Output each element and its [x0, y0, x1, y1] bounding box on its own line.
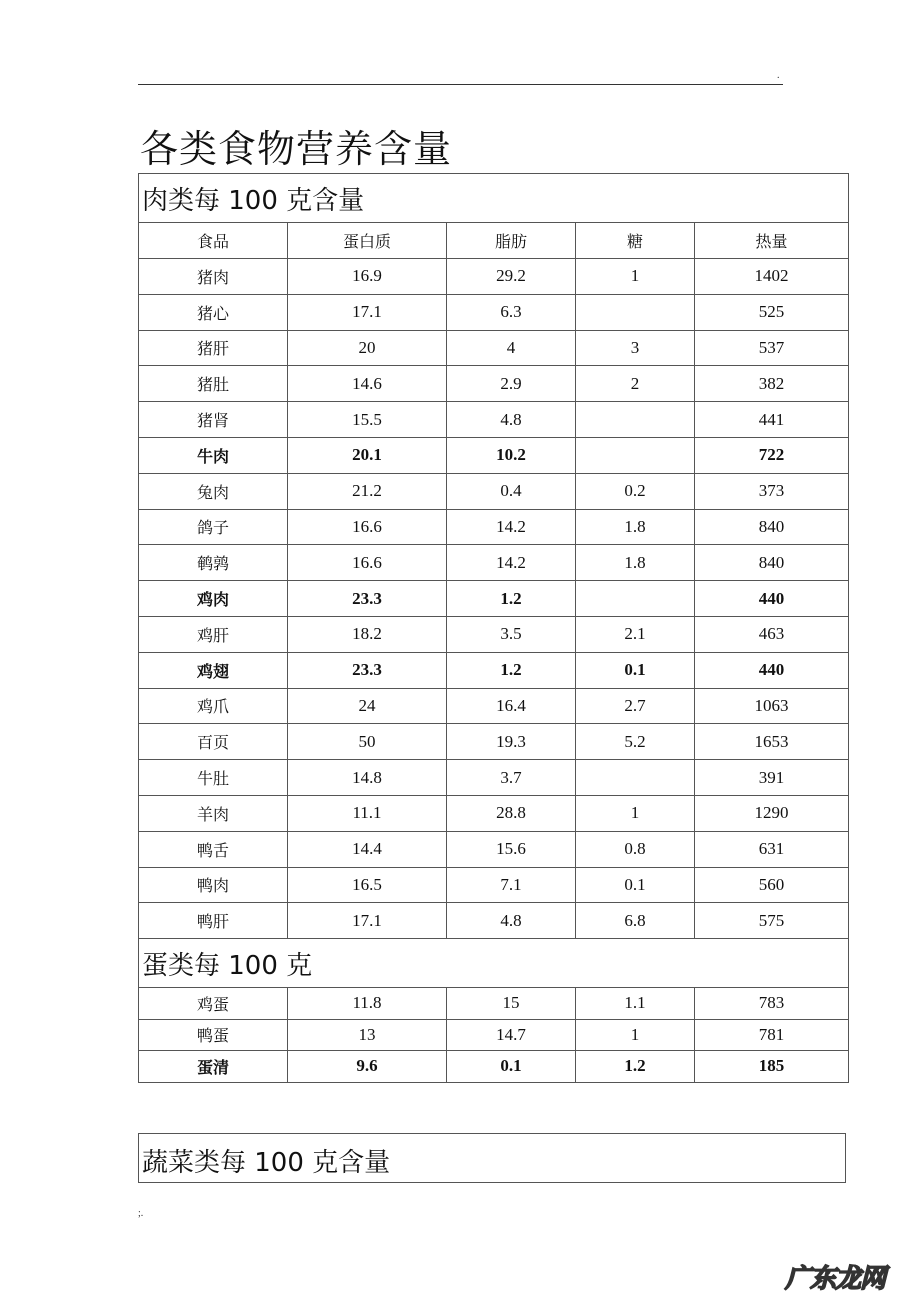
table-row: [139, 437, 849, 473]
table-row: [139, 366, 849, 402]
food-name: 牛肉: [139, 437, 288, 473]
food-name: 猪肉: [139, 259, 288, 295]
calories-value: 382: [695, 366, 849, 402]
table-row: [139, 988, 849, 1020]
fat-value: 1.2: [447, 652, 576, 688]
table-row: [139, 509, 849, 545]
protein-value: 14.8: [288, 760, 447, 796]
sugar-value: 1.8: [576, 509, 695, 545]
fat-value: 28.8: [447, 795, 576, 831]
column-header: 热量: [695, 223, 849, 259]
header-mark: .: [777, 70, 780, 81]
sugar-value: 0.1: [576, 867, 695, 903]
fat-value: 0.4: [447, 473, 576, 509]
food-name: 鸭舌: [139, 831, 288, 867]
protein-value: 11.8: [288, 988, 447, 1020]
sugar-value: 3: [576, 330, 695, 366]
fat-value: 16.4: [447, 688, 576, 724]
food-name: 鸡肝: [139, 616, 288, 652]
calories-value: 440: [695, 652, 849, 688]
protein-value: 15.5: [288, 402, 447, 438]
food-name: 猪心: [139, 294, 288, 330]
sugar-value: 0.8: [576, 831, 695, 867]
meat-section-header-label: 肉类每 100 克含量: [139, 174, 849, 223]
watermark-logo: 广东龙网: [785, 1264, 886, 1294]
protein-value: 14.6: [288, 366, 447, 402]
food-name: 鹌鹑: [139, 545, 288, 581]
table-row: [139, 581, 849, 617]
table-row: [139, 330, 849, 366]
calories-value: 840: [695, 509, 849, 545]
food-name: 鸡翅: [139, 652, 288, 688]
food-name: 蛋清: [139, 1051, 288, 1083]
vegetable-section-label: 蔬菜类每 100 克含量: [142, 1148, 391, 1178]
protein-value: 18.2: [288, 616, 447, 652]
sugar-value: 1.8: [576, 545, 695, 581]
sugar-value: 6.8: [576, 903, 695, 939]
food-name: 鸡蛋: [139, 988, 288, 1020]
header-rule: [138, 84, 783, 85]
protein-value: 14.4: [288, 831, 447, 867]
sugar-value: [576, 402, 695, 438]
vegetable-section-box: [138, 1133, 846, 1183]
food-name: 鸭肝: [139, 903, 288, 939]
table-row: [139, 867, 849, 903]
protein-value: 9.6: [288, 1051, 447, 1083]
protein-value: 21.2: [288, 473, 447, 509]
calories-value: 1063: [695, 688, 849, 724]
egg-section-header: [139, 939, 849, 988]
column-header: 脂肪: [447, 223, 576, 259]
table-row: [139, 473, 849, 509]
fat-value: 14.2: [447, 509, 576, 545]
protein-value: 20: [288, 330, 447, 366]
fat-value: 3.7: [447, 760, 576, 796]
fat-value: 15: [447, 988, 576, 1020]
calories-value: 1402: [695, 259, 849, 295]
food-name: 鸡爪: [139, 688, 288, 724]
sugar-value: 5.2: [576, 724, 695, 760]
sugar-value: 1.1: [576, 988, 695, 1020]
table-row: [139, 688, 849, 724]
calories-value: 463: [695, 616, 849, 652]
food-name: 鸭肉: [139, 867, 288, 903]
protein-value: 23.3: [288, 652, 447, 688]
calories-value: 722: [695, 437, 849, 473]
fat-value: 0.1: [447, 1051, 576, 1083]
calories-value: 560: [695, 867, 849, 903]
calories-value: 631: [695, 831, 849, 867]
protein-value: 13: [288, 1019, 447, 1051]
protein-value: 16.6: [288, 509, 447, 545]
calories-value: 840: [695, 545, 849, 581]
sugar-value: 1.2: [576, 1051, 695, 1083]
fat-value: 2.9: [447, 366, 576, 402]
calories-value: 1290: [695, 795, 849, 831]
calories-value: 783: [695, 988, 849, 1020]
food-name: 鸽子: [139, 509, 288, 545]
column-header-row: [139, 223, 849, 259]
protein-value: 16.6: [288, 545, 447, 581]
food-name: 百页: [139, 724, 288, 760]
calories-value: 440: [695, 581, 849, 617]
food-name: 猪肚: [139, 366, 288, 402]
fat-value: 4.8: [447, 402, 576, 438]
calories-value: 525: [695, 294, 849, 330]
table-row: [139, 652, 849, 688]
table-row: [139, 760, 849, 796]
sugar-value: 0.2: [576, 473, 695, 509]
protein-value: 17.1: [288, 903, 447, 939]
nutrition-table: [138, 173, 849, 1083]
sugar-value: 0.1: [576, 652, 695, 688]
table-row: [139, 903, 849, 939]
fat-value: 14.7: [447, 1019, 576, 1051]
sugar-value: 1: [576, 1019, 695, 1051]
table-row: [139, 259, 849, 295]
food-name: 猪肾: [139, 402, 288, 438]
sugar-value: 1: [576, 259, 695, 295]
footer-mark: ;.: [138, 1208, 144, 1219]
table-row: [139, 795, 849, 831]
food-name: 牛肚: [139, 760, 288, 796]
table-row: [139, 616, 849, 652]
protein-value: 50: [288, 724, 447, 760]
protein-value: 17.1: [288, 294, 447, 330]
protein-value: 16.9: [288, 259, 447, 295]
protein-value: 23.3: [288, 581, 447, 617]
calories-value: 373: [695, 473, 849, 509]
food-name: 鸡肉: [139, 581, 288, 617]
column-header: 食品: [139, 223, 288, 259]
table-row: [139, 1051, 849, 1083]
fat-value: 19.3: [447, 724, 576, 760]
calories-value: 185: [695, 1051, 849, 1083]
fat-value: 6.3: [447, 294, 576, 330]
meat-section-header: [139, 174, 849, 223]
table-row: [139, 1019, 849, 1051]
protein-value: 11.1: [288, 795, 447, 831]
food-name: 羊肉: [139, 795, 288, 831]
sugar-value: [576, 294, 695, 330]
sugar-value: [576, 760, 695, 796]
fat-value: 14.2: [447, 545, 576, 581]
fat-value: 29.2: [447, 259, 576, 295]
fat-value: 4: [447, 330, 576, 366]
food-name: 兔肉: [139, 473, 288, 509]
calories-value: 1653: [695, 724, 849, 760]
fat-value: 4.8: [447, 903, 576, 939]
sugar-value: 2.1: [576, 616, 695, 652]
calories-value: 575: [695, 903, 849, 939]
sugar-value: 2.7: [576, 688, 695, 724]
fat-value: 10.2: [447, 437, 576, 473]
calories-value: 781: [695, 1019, 849, 1051]
table-row: [139, 831, 849, 867]
fat-value: 1.2: [447, 581, 576, 617]
protein-value: 16.5: [288, 867, 447, 903]
sugar-value: 1: [576, 795, 695, 831]
table-row: [139, 724, 849, 760]
food-name: 鸭蛋: [139, 1019, 288, 1051]
table-row: [139, 545, 849, 581]
food-name: 猪肝: [139, 330, 288, 366]
table-row: [139, 402, 849, 438]
protein-value: 20.1: [288, 437, 447, 473]
fat-value: 7.1: [447, 867, 576, 903]
page-title: 各类食物营养含量: [140, 127, 453, 171]
fat-value: 3.5: [447, 616, 576, 652]
sugar-value: 2: [576, 366, 695, 402]
calories-value: 391: [695, 760, 849, 796]
protein-value: 24: [288, 688, 447, 724]
fat-value: 15.6: [447, 831, 576, 867]
calories-value: 537: [695, 330, 849, 366]
column-header: 蛋白质: [288, 223, 447, 259]
column-header: 糖: [576, 223, 695, 259]
egg-section-header-label: 蛋类每 100 克: [139, 939, 849, 988]
calories-value: 441: [695, 402, 849, 438]
sugar-value: [576, 437, 695, 473]
sugar-value: [576, 581, 695, 617]
table-row: [139, 294, 849, 330]
